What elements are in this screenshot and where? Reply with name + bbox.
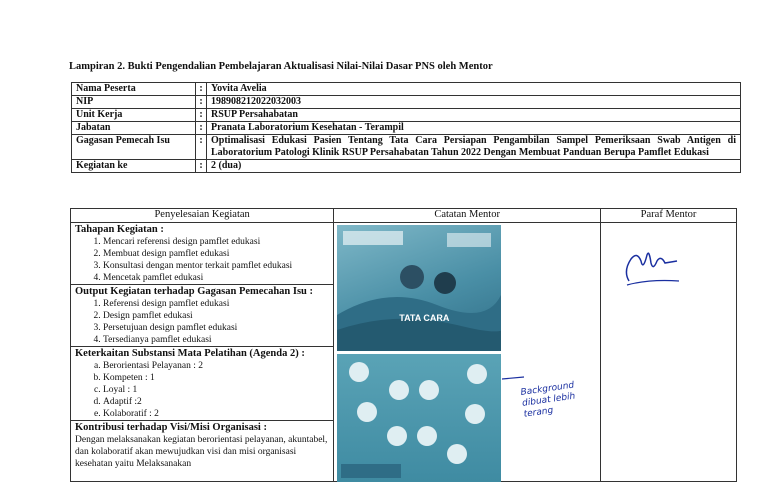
output-heading: Output Kegiatan terhadap Gagasan Pemecahan Isu : bbox=[75, 285, 314, 297]
kontribusi-text: Dengan melaksanakan kegiatan berorientasi pelayanan, akuntabel, dan kolaboratif akan mewujudkan visi dan misi organisasi kesehatan yaitu Melaksanakan bbox=[75, 434, 328, 469]
participant-info-table bbox=[71, 82, 741, 173]
info-separator: : bbox=[196, 96, 207, 109]
keterkaitan-heading: Keterkaitan Substansi Mata Pelatihan (Agenda 2) : bbox=[75, 347, 305, 359]
list-item: 3. Persetujuan design pamflet edukasi bbox=[103, 322, 329, 334]
info-separator: : bbox=[196, 160, 207, 173]
header-penyelesaian: Penyelesaian Kegiatan bbox=[71, 209, 334, 223]
list-item: 1. Referensi design pamflet edukasi bbox=[103, 298, 329, 310]
pamphlet-cover-graphic bbox=[337, 225, 501, 351]
info-row bbox=[72, 109, 741, 122]
info-label: Unit Kerja bbox=[72, 109, 196, 122]
info-row bbox=[72, 96, 741, 109]
kontribusi-heading: Kontribusi terhadap Visi/Misi Organisasi : bbox=[75, 421, 267, 433]
info-row bbox=[72, 135, 741, 160]
info-label: Gagasan Pemecah Isu bbox=[72, 135, 196, 160]
note-arrow-icon bbox=[502, 373, 526, 383]
list-item: a. Berorientasi Pelayanan : 2 bbox=[103, 360, 329, 372]
info-row bbox=[72, 160, 741, 173]
info-value: 2 (dua) bbox=[207, 160, 741, 173]
info-value: RSUP Persahabatan bbox=[207, 109, 741, 122]
info-separator: : bbox=[196, 135, 207, 160]
list-item: 2. Membuat design pamflet edukasi bbox=[103, 248, 329, 260]
keterkaitan-section bbox=[71, 347, 333, 421]
document-title: Lampiran 2. Bukti Pengendalian Pembelajaran Aktualisasi Nilai-Nilai Dasar PNS oleh Mentor bbox=[69, 61, 493, 72]
list-item: 1. Mencari referensi design pamflet edukasi bbox=[103, 236, 329, 248]
pamphlet-inner-photo bbox=[337, 354, 501, 482]
info-separator: : bbox=[196, 83, 207, 96]
pamphlet-cover-title: TATA CARA bbox=[399, 312, 450, 323]
header-paraf-mentor: Paraf Mentor bbox=[601, 209, 737, 223]
info-value: Optimalisasi Edukasi Pasien Tentang Tata Cara Persiapan Pengambilan Sampel Pemeriksaan Swab Antigen di Laboratorium Patologi Klinik RSUP Persahabatan Tahun 2022 Dengan Membuat Panduan Berupa Pamflet Edukasi bbox=[207, 135, 741, 160]
pamphlet-cover-photo bbox=[337, 225, 501, 351]
mentor-note-cell bbox=[334, 222, 601, 481]
output-section bbox=[71, 285, 333, 347]
info-value: 198908212022032003 bbox=[207, 96, 741, 109]
info-label: Kegiatan ke bbox=[72, 160, 196, 173]
info-separator: : bbox=[196, 109, 207, 122]
pamphlet-inner-graphic bbox=[337, 354, 501, 482]
output-list bbox=[75, 298, 329, 346]
table-body-row bbox=[71, 222, 737, 481]
mentor-signature-icon bbox=[619, 241, 689, 291]
info-separator: : bbox=[196, 122, 207, 135]
signature-cell bbox=[601, 222, 737, 481]
list-item: c. Loyal : 1 bbox=[103, 384, 329, 396]
activity-cell bbox=[71, 222, 334, 481]
info-label: Nama Peserta bbox=[72, 83, 196, 96]
info-value: Yovita Avelia bbox=[207, 83, 741, 96]
keterkaitan-list bbox=[75, 360, 329, 420]
info-row bbox=[72, 122, 741, 135]
tahapan-heading: Tahapan Kegiatan : bbox=[75, 223, 164, 235]
info-value: Pranata Laboratorium Kesehatan - Terampil bbox=[207, 122, 741, 135]
tahapan-section bbox=[71, 223, 333, 285]
list-item: 4. Mencetak pamflet edukasi bbox=[103, 272, 329, 284]
header-catatan-mentor: Catatan Mentor bbox=[334, 209, 601, 223]
list-item: e. Kolaboratif : 2 bbox=[103, 408, 329, 420]
list-item: d. Adaptif :2 bbox=[103, 396, 329, 408]
info-label: Jabatan bbox=[72, 122, 196, 135]
list-item: b. Kompeten : 1 bbox=[103, 372, 329, 384]
info-label: NIP bbox=[72, 96, 196, 109]
list-item: 2. Design pamflet edukasi bbox=[103, 310, 329, 322]
tahapan-list bbox=[75, 236, 329, 284]
list-item: 4. Tersedianya pamflet edukasi bbox=[103, 334, 329, 346]
kontribusi-section bbox=[71, 421, 333, 470]
handwritten-note: Background dibuat lebih terang bbox=[520, 380, 577, 420]
list-item: 3. Konsultasi dengan mentor terkait pamflet edukasi bbox=[103, 260, 329, 272]
table-header-row bbox=[71, 209, 737, 223]
info-row bbox=[72, 83, 741, 96]
activity-table bbox=[70, 208, 737, 482]
